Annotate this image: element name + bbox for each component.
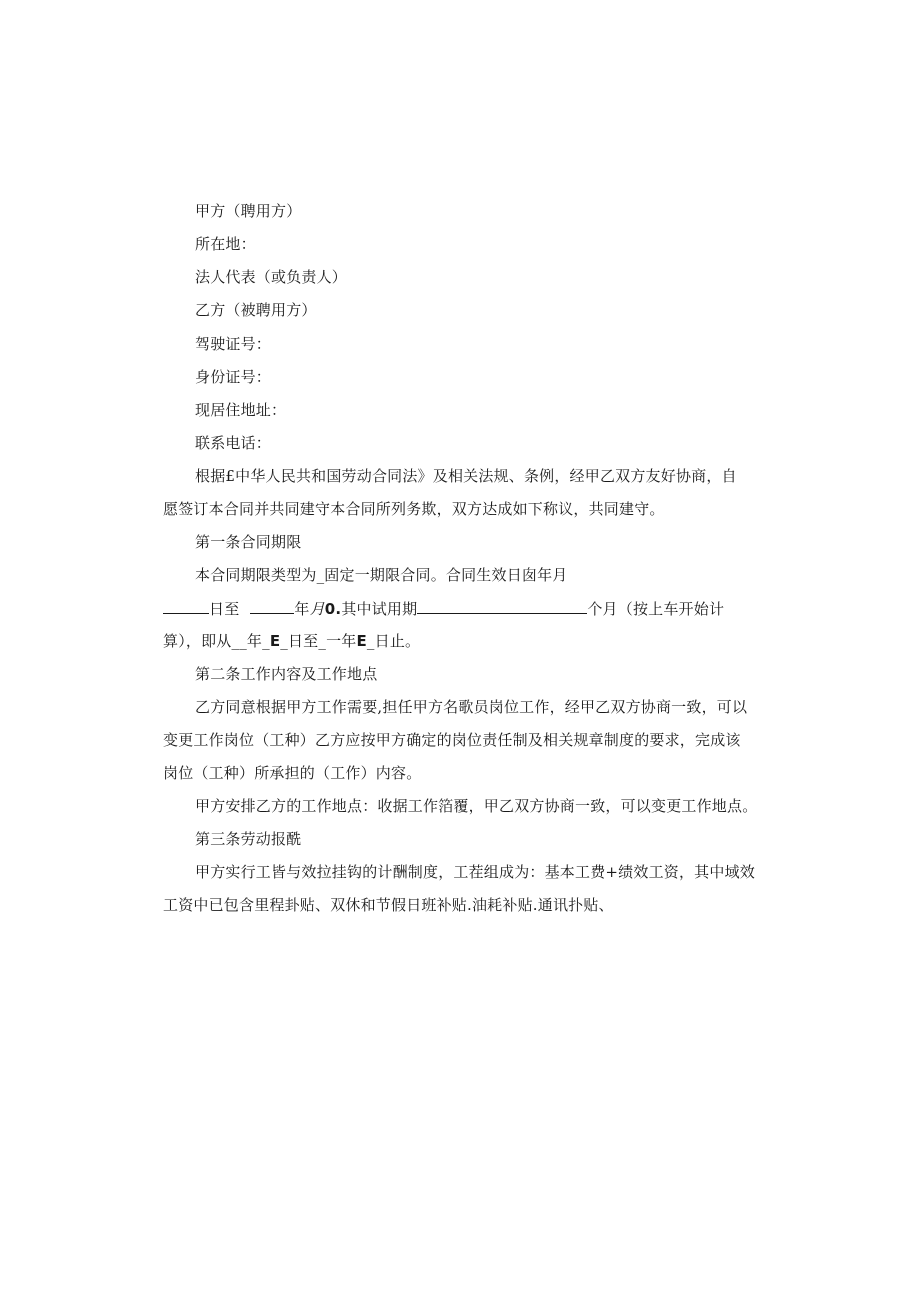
text-zero: 0. xyxy=(324,600,342,618)
party-b-address-label: 现居住地址： xyxy=(195,401,287,419)
party-b-heading: 乙方（被聘用方） xyxy=(195,301,317,319)
article-1-title: 第一条合同期限 xyxy=(195,533,302,551)
article-1-line-3 xyxy=(163,631,420,651)
party-b-phone-label: 联系电话： xyxy=(195,434,272,452)
article-2-p1-line-1: 乙方同意根据甲方工作需要,担任甲方名歌员岗位工作，经甲乙双方协商一致，可以 xyxy=(195,698,748,716)
article-3-line-2: 工资中已包含里程卦贴、双休和节假日班补贴.油耗补贴.通讯扑贴、 xyxy=(163,896,614,914)
article-3-title: 第三条劳动报酰 xyxy=(195,830,302,848)
text-months-start: 个月（按上车开始计 xyxy=(587,600,725,618)
text-day-to-year: _日至_一年 xyxy=(280,632,357,650)
text-e2: E xyxy=(356,632,367,650)
preamble-line-2: 愿签订本合同并共同建守本合同所列务欺，双方达成如下称议，共同建守。 xyxy=(163,500,665,518)
text-year: 年 xyxy=(294,600,310,618)
probation-blank xyxy=(417,598,587,614)
text-month: 月 xyxy=(309,600,325,618)
year-blank xyxy=(250,598,294,614)
article-2-p2-line-1: 甲方安排乙方的工作地点：收据工作箔覆，甲乙双方协商一致，可以变更工作地点。 xyxy=(195,797,758,815)
text-day-to: 日至 xyxy=(209,600,240,618)
party-a-heading: 甲方（聘用方） xyxy=(195,202,302,220)
article-3-line-1: 甲方实行工皆与效拉挂钩的计酬制度，工茬组成为：基本工费+绩效工资，其中域效 xyxy=(195,863,755,881)
text-e1: E xyxy=(269,632,281,650)
text-probation: 其中试用期 xyxy=(341,600,418,618)
text-day-end: _日止。 xyxy=(366,632,421,650)
party-a-location-label: 所在地： xyxy=(195,235,256,253)
text-from: 算），即从__年_ xyxy=(163,632,270,650)
party-b-license-label: 驾驶证号： xyxy=(195,335,272,353)
article-2-title: 第二条工作内容及工作地点 xyxy=(195,665,378,683)
preamble-line-1: 根据£中华人民共和国劳动合同法》及相关法规、条例，经甲乙双方友好协商，自 xyxy=(195,467,737,485)
article-1-line-2 xyxy=(163,598,724,619)
day-blank xyxy=(163,598,209,614)
article-1-line-1: 本合同期限类型为_固定一期限合同。合同生效日囱年月 xyxy=(195,566,568,584)
party-b-id-label: 身份证号： xyxy=(195,368,272,386)
party-a-legal-rep-label: 法人代表（或负责人） xyxy=(195,268,348,286)
article-2-p1-line-2: 变更工作岗位（工种）乙方应按甲方确定的岗位责任制及相关规章制度的要求，完成该 xyxy=(163,731,741,749)
article-2-p1-line-3: 岗位（工种）所承担的（工作）内容。 xyxy=(163,764,422,782)
